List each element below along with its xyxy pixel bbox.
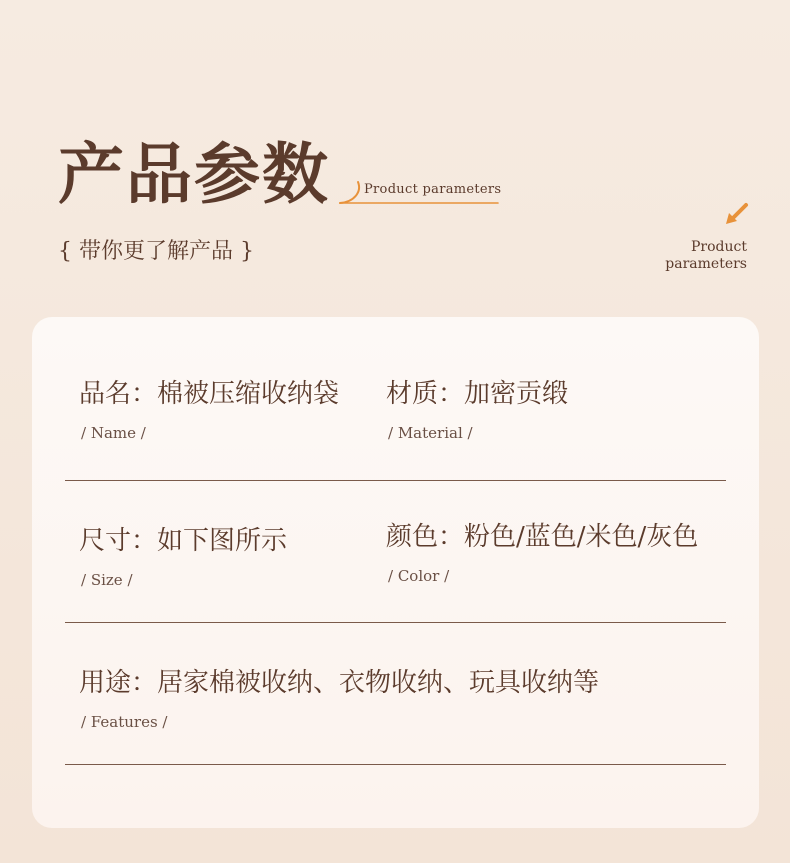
param-material-caption: / Material / [388,424,473,442]
param-name [79,377,339,442]
page-subtitle: { 带你更了解产品 } [58,239,254,264]
param-features-label: 用途：居家棉被收纳、衣物收纳、玩具收纳等 [79,668,600,698]
param-color-label: 颜色：粉色/蓝色/米色/灰色 [386,522,699,552]
param-size-caption: / Size / [81,571,133,589]
param-name-caption: / Name / [81,424,146,442]
param-color [386,520,698,585]
parameter-row [65,622,726,765]
param-size-label: 尺寸：如下图所示 [79,526,288,556]
param-material-label: 材质：加密贡缎 [386,379,569,409]
param-name-label: 品名：棉被压缩收纳袋 [79,379,340,409]
parameter-row [65,317,726,481]
title-english-badge [338,178,508,208]
parameter-row [65,480,726,623]
corner-caption-line2: parameters [665,256,747,272]
param-features-caption: / Features / [81,713,168,731]
parameters-card [32,317,759,828]
param-features [79,666,599,731]
param-material [386,377,568,442]
param-size [79,524,287,589]
corner-caption [665,239,747,273]
param-color-caption: / Color / [388,567,450,585]
page-title: 产品参数 [58,135,330,213]
page-title-english: Product parameters [364,182,502,197]
corner-caption-line1: Product [691,239,747,255]
arrow-down-left-icon [724,202,750,228]
